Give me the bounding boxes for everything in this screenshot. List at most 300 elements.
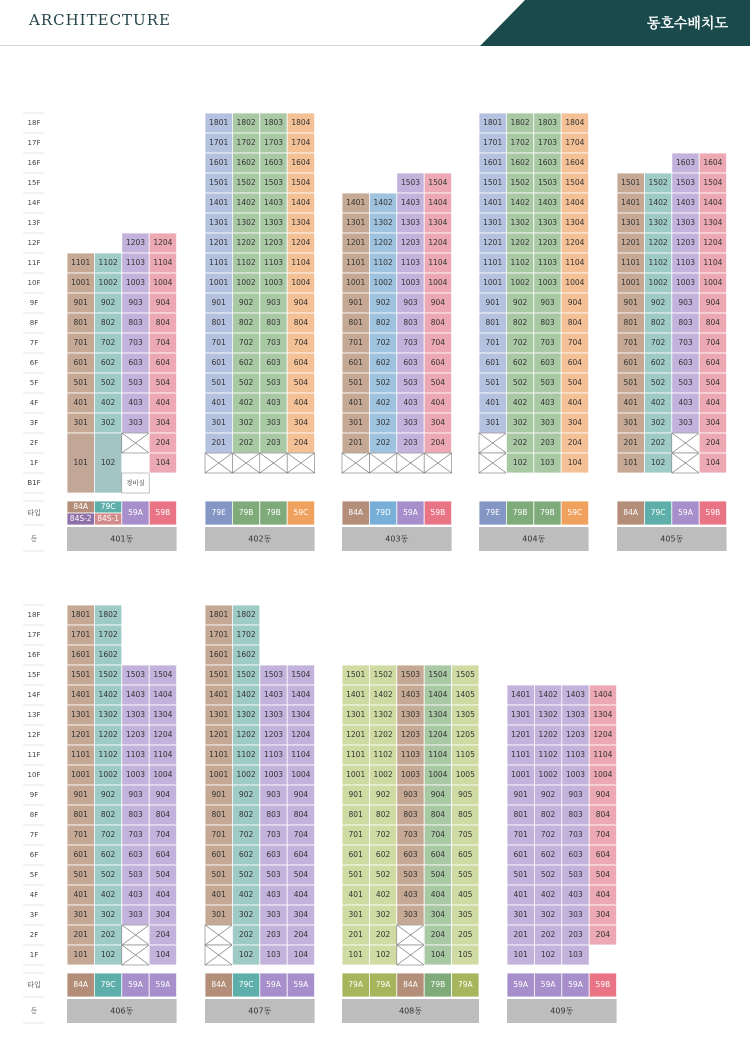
unit-label: 901 bbox=[348, 298, 363, 307]
unit-label: 903 bbox=[266, 790, 281, 799]
unit-label: 401 bbox=[73, 398, 88, 407]
unit-label: 603 bbox=[678, 358, 693, 367]
unit-label: 404 bbox=[155, 398, 171, 407]
unit-label: 1704 bbox=[291, 138, 311, 147]
unit-label: 1303 bbox=[675, 218, 696, 227]
unit-label: 402 bbox=[100, 890, 116, 899]
type-label: 79B bbox=[266, 508, 281, 517]
unit-label: 502 bbox=[375, 378, 391, 387]
type-label: 59B bbox=[430, 508, 446, 517]
type-label: 84A bbox=[73, 980, 89, 989]
unit-label: 1001 bbox=[209, 770, 229, 779]
unit-label: 202 bbox=[375, 930, 391, 939]
type-label: 79C bbox=[650, 508, 666, 517]
unit-label: 604 bbox=[293, 850, 309, 859]
unit-label: 1304 bbox=[291, 218, 311, 227]
unit-label: 1203 bbox=[125, 730, 146, 739]
unit-label: 1403 bbox=[263, 690, 284, 699]
unit-label: 402 bbox=[100, 398, 116, 407]
unit-label: 102 bbox=[238, 950, 254, 959]
unit-label: 701 bbox=[485, 338, 500, 347]
unit-label: 403 bbox=[403, 890, 418, 899]
unit-label: 1401 bbox=[346, 198, 366, 207]
unit-label: 605 bbox=[458, 850, 473, 859]
unit-label: 1504 bbox=[703, 178, 723, 187]
unit-label: 404 bbox=[567, 398, 583, 407]
unit-label: 904 bbox=[430, 298, 446, 307]
unit-label: 1604 bbox=[703, 158, 723, 167]
unit-label: 903 bbox=[678, 298, 693, 307]
unit-label: 1802 bbox=[510, 118, 530, 127]
unit-label: 1401 bbox=[209, 690, 229, 699]
unit-label: 704 bbox=[567, 338, 583, 347]
unit-label: 1004 bbox=[153, 278, 173, 287]
unit-label: 1304 bbox=[153, 710, 173, 719]
unit-label: 601 bbox=[73, 850, 88, 859]
unit-label: 1004 bbox=[703, 278, 723, 287]
unit-label: 1403 bbox=[400, 690, 421, 699]
unit-label: 501 bbox=[211, 870, 226, 879]
unit-label: 1503 bbox=[263, 670, 284, 679]
unit-label: 1202 bbox=[98, 730, 118, 739]
unit-label: 302 bbox=[238, 910, 254, 919]
floor-label: 6F bbox=[29, 359, 39, 367]
unit-label: 804 bbox=[430, 318, 446, 327]
floor-label: 1F bbox=[29, 459, 39, 467]
unit-label: 1503 bbox=[675, 178, 696, 187]
unit-label: 803 bbox=[266, 810, 281, 819]
unit-label: 1201 bbox=[511, 730, 531, 739]
unit-label: 503 bbox=[128, 378, 143, 387]
unit-label: 1101 bbox=[209, 258, 229, 267]
unit-label: 1502 bbox=[373, 670, 393, 679]
unit-label: 1301 bbox=[209, 218, 229, 227]
unit-label: 1401 bbox=[483, 198, 503, 207]
unit-label: 1503 bbox=[263, 178, 284, 187]
unit-label: 903 bbox=[403, 298, 418, 307]
unit-label: 303 bbox=[540, 418, 555, 427]
unit-label: 704 bbox=[293, 338, 309, 347]
floor-label: 18F bbox=[27, 119, 41, 127]
unit-label: 902 bbox=[375, 298, 391, 307]
unit-label: 503 bbox=[403, 378, 418, 387]
unit-label: 704 bbox=[705, 338, 721, 347]
unit-label: 1204 bbox=[153, 238, 173, 247]
unit-label: 1303 bbox=[263, 710, 284, 719]
unit-label: 901 bbox=[485, 298, 500, 307]
unit-label: 1202 bbox=[648, 238, 668, 247]
unit-label: 703 bbox=[403, 830, 418, 839]
unit-label: 1302 bbox=[373, 218, 393, 227]
unit-label: 1603 bbox=[675, 158, 696, 167]
unit-label: 404 bbox=[293, 398, 309, 407]
unit-label: 204 bbox=[293, 438, 309, 447]
unit-label: 1103 bbox=[263, 258, 284, 267]
unit-label: 1401 bbox=[71, 690, 91, 699]
unit-label: 702 bbox=[238, 338, 254, 347]
type-label: 79C bbox=[100, 980, 116, 989]
unit-label: 1703 bbox=[537, 138, 558, 147]
unit-label: 101 bbox=[623, 458, 638, 467]
unit-label: 604 bbox=[430, 850, 446, 859]
unit-label: 1104 bbox=[565, 258, 585, 267]
type-label: 79A bbox=[348, 980, 364, 989]
unit-label: 1201 bbox=[209, 238, 229, 247]
unit-label: 1401 bbox=[346, 690, 366, 699]
unit-label: 702 bbox=[540, 830, 556, 839]
unit-label: 501 bbox=[73, 870, 88, 879]
unit-label: 602 bbox=[238, 850, 254, 859]
unit-label: 504 bbox=[155, 870, 171, 879]
unit-label: 1501 bbox=[209, 670, 229, 679]
unit-label: 804 bbox=[293, 318, 309, 327]
floor-label: 4F bbox=[29, 891, 39, 899]
unit-label: 1104 bbox=[593, 750, 613, 759]
unit-label: 1302 bbox=[236, 710, 256, 719]
unit-label: 1004 bbox=[291, 278, 311, 287]
unit-label: 703 bbox=[266, 830, 281, 839]
unit-label: 1101 bbox=[621, 258, 641, 267]
unit-label: 1403 bbox=[263, 198, 284, 207]
unit-label: 1504 bbox=[428, 178, 448, 187]
unit-label: 1001 bbox=[621, 278, 641, 287]
unit-label: 1003 bbox=[675, 278, 696, 287]
unit-label: 1402 bbox=[510, 198, 530, 207]
unit-label: 104 bbox=[293, 950, 309, 959]
unit-label: 902 bbox=[100, 298, 116, 307]
unit-label: 1501 bbox=[346, 670, 366, 679]
unit-label: 602 bbox=[375, 358, 391, 367]
unit-label: 305 bbox=[458, 910, 473, 919]
unit-label: 804 bbox=[430, 810, 446, 819]
unit-label: 404 bbox=[595, 890, 611, 899]
unit-label: 1801 bbox=[483, 118, 503, 127]
building-label: 405동 bbox=[660, 534, 684, 544]
floor-label: 17F bbox=[27, 631, 41, 639]
type-label: 59A bbox=[513, 980, 529, 989]
floor-label: 2F bbox=[29, 931, 39, 939]
unit-label: 803 bbox=[403, 318, 418, 327]
unit-label: 1002 bbox=[373, 278, 393, 287]
unit-label: 604 bbox=[155, 358, 171, 367]
unit-label: 601 bbox=[513, 850, 528, 859]
unit-label: 202 bbox=[238, 438, 254, 447]
unit-label: 1101 bbox=[483, 258, 503, 267]
unit-label: 402 bbox=[650, 398, 666, 407]
type-label: 84A bbox=[73, 502, 89, 511]
unit-label: 301 bbox=[348, 910, 363, 919]
unit-label: 503 bbox=[403, 870, 418, 879]
type-label: 84A bbox=[403, 980, 418, 989]
type-label: 59C bbox=[293, 508, 309, 517]
unit-label: 901 bbox=[211, 790, 226, 799]
unit-label: 601 bbox=[623, 358, 638, 367]
unit-label: 201 bbox=[211, 438, 226, 447]
unit-label: 1403 bbox=[537, 198, 558, 207]
unit-label: 1202 bbox=[510, 238, 530, 247]
unit-label: 602 bbox=[100, 850, 116, 859]
unit-label: 502 bbox=[100, 378, 116, 387]
unit-label: 903 bbox=[568, 790, 583, 799]
type-label: 84A bbox=[348, 508, 364, 517]
floor-label: 4F bbox=[29, 399, 39, 407]
unit-label: 801 bbox=[211, 810, 226, 819]
floor-label: 12F bbox=[27, 239, 41, 247]
unit-label: 1402 bbox=[236, 690, 256, 699]
unit-label: 1403 bbox=[675, 198, 696, 207]
unit-label: 1504 bbox=[565, 178, 585, 187]
unit-label: 1101 bbox=[71, 258, 91, 267]
unit-label: 1504 bbox=[291, 178, 311, 187]
unit-label: 904 bbox=[155, 790, 171, 799]
unit-label: 804 bbox=[155, 810, 171, 819]
unit-label: 1101 bbox=[511, 750, 531, 759]
unit-label: 401 bbox=[348, 398, 363, 407]
unit-label: 1301 bbox=[346, 710, 366, 719]
unit-label: 1302 bbox=[373, 710, 393, 719]
unit-label: 1104 bbox=[153, 258, 173, 267]
type-label: 59A bbox=[128, 980, 143, 989]
floor-label: 8F bbox=[29, 319, 39, 327]
unit-label: 1201 bbox=[346, 730, 366, 739]
building-label: 407동 bbox=[248, 1006, 272, 1016]
unit-label: 1101 bbox=[209, 750, 229, 759]
unit-label: 401 bbox=[623, 398, 638, 407]
building-label: 404동 bbox=[522, 534, 546, 544]
unit-label: 301 bbox=[348, 418, 363, 427]
unit-label: 1802 bbox=[236, 610, 256, 619]
unit-label: 703 bbox=[403, 338, 418, 347]
unit-label: 1505 bbox=[455, 670, 475, 679]
unit-label: 1302 bbox=[98, 710, 118, 719]
unit-label: 803 bbox=[568, 810, 583, 819]
unit-label: 303 bbox=[128, 910, 143, 919]
unit-label: 704 bbox=[293, 830, 309, 839]
unit-label: 704 bbox=[155, 830, 171, 839]
unit-label: 1801 bbox=[71, 610, 91, 619]
unit-label: 1503 bbox=[400, 178, 421, 187]
unit-label: 204 bbox=[155, 438, 171, 447]
unit-label: 1203 bbox=[263, 730, 284, 739]
unit-label: 902 bbox=[100, 790, 116, 799]
unit-label: 1501 bbox=[209, 178, 229, 187]
unit-label: 1301 bbox=[511, 710, 531, 719]
unit-label: 103 bbox=[568, 950, 583, 959]
unit-label: 1204 bbox=[291, 238, 311, 247]
unit-label: 204 bbox=[705, 438, 721, 447]
unit-label: 1302 bbox=[538, 710, 558, 719]
unit-label: 1303 bbox=[400, 710, 421, 719]
unit-label: 304 bbox=[155, 418, 171, 427]
unit-label: 701 bbox=[211, 338, 226, 347]
unit-label: 1301 bbox=[483, 218, 503, 227]
type-label: 59B bbox=[155, 508, 171, 517]
unit-label: 1803 bbox=[537, 118, 558, 127]
unit-label: 804 bbox=[567, 318, 583, 327]
unit-label: 403 bbox=[403, 398, 418, 407]
unit-label: 401 bbox=[211, 398, 226, 407]
unit-label: 603 bbox=[568, 850, 583, 859]
unit-label: 801 bbox=[485, 318, 500, 327]
floor-label: 3F bbox=[29, 419, 39, 427]
unit-label: 802 bbox=[238, 810, 254, 819]
floor-label: 10F bbox=[27, 771, 41, 779]
unit-label: 1301 bbox=[346, 218, 366, 227]
unit-label: 303 bbox=[403, 418, 418, 427]
floor-label: 11F bbox=[27, 259, 41, 267]
unit-label: 1003 bbox=[125, 278, 146, 287]
building-label: 401동 bbox=[110, 534, 134, 544]
unit-label: 1702 bbox=[236, 630, 256, 639]
unit-label: 901 bbox=[513, 790, 528, 799]
unit-label: 402 bbox=[375, 890, 391, 899]
unit-label: 1003 bbox=[263, 770, 284, 779]
unit-label: 204 bbox=[293, 930, 309, 939]
unit-label: 703 bbox=[128, 338, 143, 347]
unit-label: 503 bbox=[540, 378, 555, 387]
unit-label: 1301 bbox=[209, 710, 229, 719]
unit-label: 1801 bbox=[209, 610, 229, 619]
unit-label: 603 bbox=[128, 358, 143, 367]
unit-label: 104 bbox=[155, 950, 171, 959]
type-label: 59A bbox=[128, 508, 143, 517]
unit-label: 904 bbox=[567, 298, 583, 307]
unit-label: 701 bbox=[348, 338, 363, 347]
unit-label: 403 bbox=[128, 890, 143, 899]
unit-label: 301 bbox=[211, 910, 226, 919]
unit-label: 1003 bbox=[565, 770, 586, 779]
unit-label: 502 bbox=[512, 378, 528, 387]
unit-label: 405 bbox=[458, 890, 473, 899]
type-row-label: 타입 bbox=[27, 981, 41, 989]
unit-label: 801 bbox=[211, 318, 226, 327]
unit-label: 803 bbox=[266, 318, 281, 327]
unit-label: 301 bbox=[485, 418, 500, 427]
unit-label: 1003 bbox=[400, 770, 421, 779]
unit-label: 901 bbox=[211, 298, 226, 307]
unit-label: 1001 bbox=[511, 770, 531, 779]
unit-label: 802 bbox=[238, 318, 254, 327]
unit-label: 1001 bbox=[483, 278, 503, 287]
unit-label: 1303 bbox=[565, 710, 586, 719]
unit-label: 903 bbox=[540, 298, 555, 307]
unit-label: 1501 bbox=[621, 178, 641, 187]
unit-label: 1704 bbox=[565, 138, 585, 147]
sub-type-label: 84S-2 bbox=[69, 514, 92, 523]
unit-label: 1604 bbox=[291, 158, 311, 167]
type-label: 59A bbox=[568, 980, 583, 989]
unit-label: 901 bbox=[348, 790, 363, 799]
unit-label: 604 bbox=[293, 358, 309, 367]
building-row-label: 동 bbox=[30, 1007, 38, 1015]
type-label: 79D bbox=[375, 508, 391, 517]
unit-label: 1503 bbox=[125, 670, 146, 679]
unit-label: 601 bbox=[485, 358, 500, 367]
unit-label: 303 bbox=[678, 418, 693, 427]
type-label: 84A bbox=[211, 980, 227, 989]
facility-label: 경비실 bbox=[126, 479, 145, 487]
unit-label: 302 bbox=[375, 418, 391, 427]
unit-label: 1304 bbox=[565, 218, 585, 227]
floor-label: 11F bbox=[27, 751, 41, 759]
unit-label: 703 bbox=[266, 338, 281, 347]
unit-label: 1104 bbox=[153, 750, 173, 759]
unit-label: 1302 bbox=[236, 218, 256, 227]
unit-label: 705 bbox=[458, 830, 473, 839]
unit-label: 902 bbox=[238, 790, 254, 799]
unit-label: 504 bbox=[595, 870, 611, 879]
unit-label: 502 bbox=[100, 870, 116, 879]
unit-label: 803 bbox=[540, 318, 555, 327]
unit-label: 401 bbox=[513, 890, 528, 899]
type-label: 59B bbox=[705, 508, 721, 517]
floor-label: 14F bbox=[27, 199, 41, 207]
unit-label: 1204 bbox=[153, 730, 173, 739]
unit-label: 101 bbox=[348, 950, 363, 959]
unit-label: 1701 bbox=[209, 138, 229, 147]
unit-label: 801 bbox=[348, 318, 363, 327]
unit-label: 304 bbox=[567, 418, 583, 427]
unit-label: 501 bbox=[73, 378, 88, 387]
unit-label: 104 bbox=[155, 458, 171, 467]
unit-label: 1304 bbox=[428, 710, 448, 719]
unit-label: 1803 bbox=[263, 118, 284, 127]
floor-label: 10F bbox=[27, 279, 41, 287]
type-label: 59A bbox=[540, 980, 556, 989]
unit-label: 902 bbox=[512, 298, 528, 307]
unit-label: 1404 bbox=[428, 198, 448, 207]
unit-label: 303 bbox=[128, 418, 143, 427]
unit-label: 202 bbox=[238, 930, 254, 939]
unit-label: 902 bbox=[375, 790, 391, 799]
floor-label: B1F bbox=[27, 479, 41, 487]
unit-label: 1303 bbox=[263, 218, 284, 227]
unit-label: 1102 bbox=[648, 258, 668, 267]
unit-label: 803 bbox=[128, 318, 143, 327]
unit-label: 1602 bbox=[236, 650, 256, 659]
unit-label: 803 bbox=[678, 318, 693, 327]
unit-label: 601 bbox=[348, 850, 363, 859]
unit-label: 1004 bbox=[291, 770, 311, 779]
unit-label: 1104 bbox=[291, 258, 311, 267]
unit-label: 1702 bbox=[510, 138, 530, 147]
unit-label: 602 bbox=[540, 850, 556, 859]
unit-label: 1201 bbox=[209, 730, 229, 739]
unit-label: 1601 bbox=[483, 158, 503, 167]
unit-label: 304 bbox=[430, 418, 446, 427]
floor-label: 6F bbox=[29, 851, 39, 859]
unit-label: 502 bbox=[375, 870, 391, 879]
unit-label: 1501 bbox=[483, 178, 503, 187]
floor-label: 12F bbox=[27, 731, 41, 739]
floor-label: 5F bbox=[29, 379, 39, 387]
type-label: 59A bbox=[403, 508, 418, 517]
unit-label: 1502 bbox=[98, 670, 118, 679]
unit-label: 904 bbox=[595, 790, 611, 799]
building-label: 406동 bbox=[110, 1006, 134, 1016]
unit-label: 1102 bbox=[236, 750, 256, 759]
unit-label: 401 bbox=[485, 398, 500, 407]
unit-label: 404 bbox=[293, 890, 309, 899]
type-label: 79A bbox=[457, 980, 473, 989]
unit-label: 1103 bbox=[537, 258, 558, 267]
unit-label: 504 bbox=[293, 378, 309, 387]
unit-label: 1102 bbox=[236, 258, 256, 267]
unit-label: 802 bbox=[512, 318, 528, 327]
unit-label: 501 bbox=[348, 870, 363, 879]
unit-label: 502 bbox=[540, 870, 556, 879]
floor-label: 16F bbox=[27, 159, 41, 167]
